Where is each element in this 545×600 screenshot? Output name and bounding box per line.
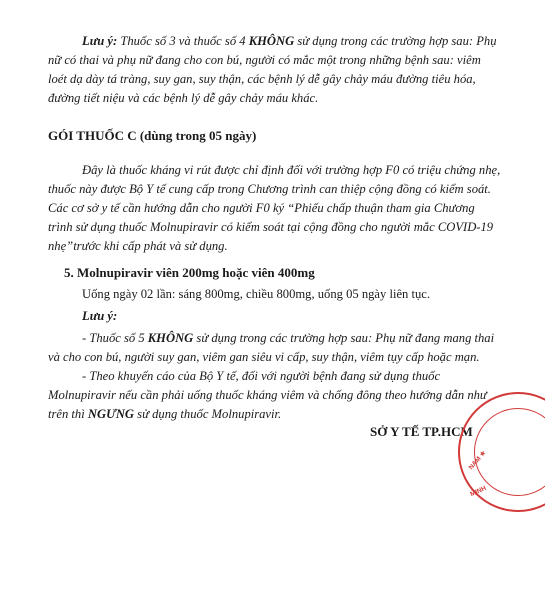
note1-line-4: đường tiết niệu và các bệnh lý dễ gây chảy máu khác.: [48, 91, 319, 105]
note1-line-3: loét dạ dày tá tràng, suy gan, suy thận, các bệnh lý dễ gây chảy máu đường tiêu hóa,: [48, 72, 476, 86]
drug5-dosage: Uống ngày 02 lần: sáng 800mg, chiều 800mg, uống 05 ngày liên tục.: [82, 287, 431, 301]
section-c-line-3: Các cơ sở y tế cần hướng dẫn cho người F0 ký “Phiếu chấp thuận tham gia Chương: [48, 201, 475, 215]
drug5-title: 5. Molnupiravir viên 200mg hoặc viên 400mg: [64, 265, 315, 280]
section-c-line-2: thuốc này được Bộ Y tế cung cấp trong Chương trình can thiệp cộng đồng có kiểm soát.: [48, 182, 491, 196]
section-c-line-4: trình sử dụng thuốc Molnupiravir có kiểm soát tại cộng đồng cho người mắc COVID-19: [48, 220, 494, 234]
note1-text: Thuốc số 3 và thuốc số 4: [117, 34, 249, 48]
note2-text: - Thuốc số 5: [82, 331, 148, 345]
seal-text: NAM ★: [467, 449, 488, 472]
note1-text: sử dụng trong các trường hợp sau: Phụ: [294, 34, 497, 48]
note2-line-b3: [48, 406, 281, 422]
official-seal: [458, 392, 545, 512]
note2-line-a1: [82, 330, 494, 346]
section-c-line-1: Đây là thuốc kháng vi rút được chỉ định đối với trường hợp F0 có triệu chứng nhẹ,: [82, 163, 501, 177]
section-c-line-5: nhẹ”trước khi cấp phát và sử dụng.: [48, 239, 228, 253]
section-c-title: GÓI THUỐC C (dùng trong 05 ngày): [48, 128, 257, 143]
note2-emphasis: NGƯNG: [87, 407, 135, 421]
note1-emphasis: KHÔNG: [248, 34, 295, 48]
note2-line-a2: và cho con bú, người suy gan, viêm gan siêu vi cấp, suy thận, viêm tụy cấp hoặc mạn.: [48, 350, 480, 364]
seal-text: MINH: [469, 484, 488, 499]
note1-lead: Lưu ý:: [82, 34, 118, 48]
note1-line-1: [82, 33, 497, 49]
note2-text: sử dụng trong các trường hợp sau: Phụ nữ đang mang thai: [193, 331, 495, 345]
note1-line-2: nữ có thai và phụ nữ đang cho con bú, người có mắc một trong những bệnh sau: viêm: [48, 53, 481, 67]
note2-text: trên thì: [48, 407, 88, 421]
note2-text: sử dụng thuốc Molnupiravir.: [134, 407, 282, 421]
note2-emphasis: KHÔNG: [147, 331, 194, 345]
note2-lead: Lưu ý:: [82, 309, 118, 323]
signature-organization: SỞ Y TẾ TP.HCM: [370, 424, 473, 439]
note2-line-b1: - Theo khuyến cáo của Bộ Y tế, đối với người bệnh đang sử dụng thuốc: [82, 369, 441, 383]
note2-line-b2: Molnupiravir nếu cần phải uống thuốc kháng viêm và chống đông theo hướng dẫn như: [48, 388, 487, 402]
